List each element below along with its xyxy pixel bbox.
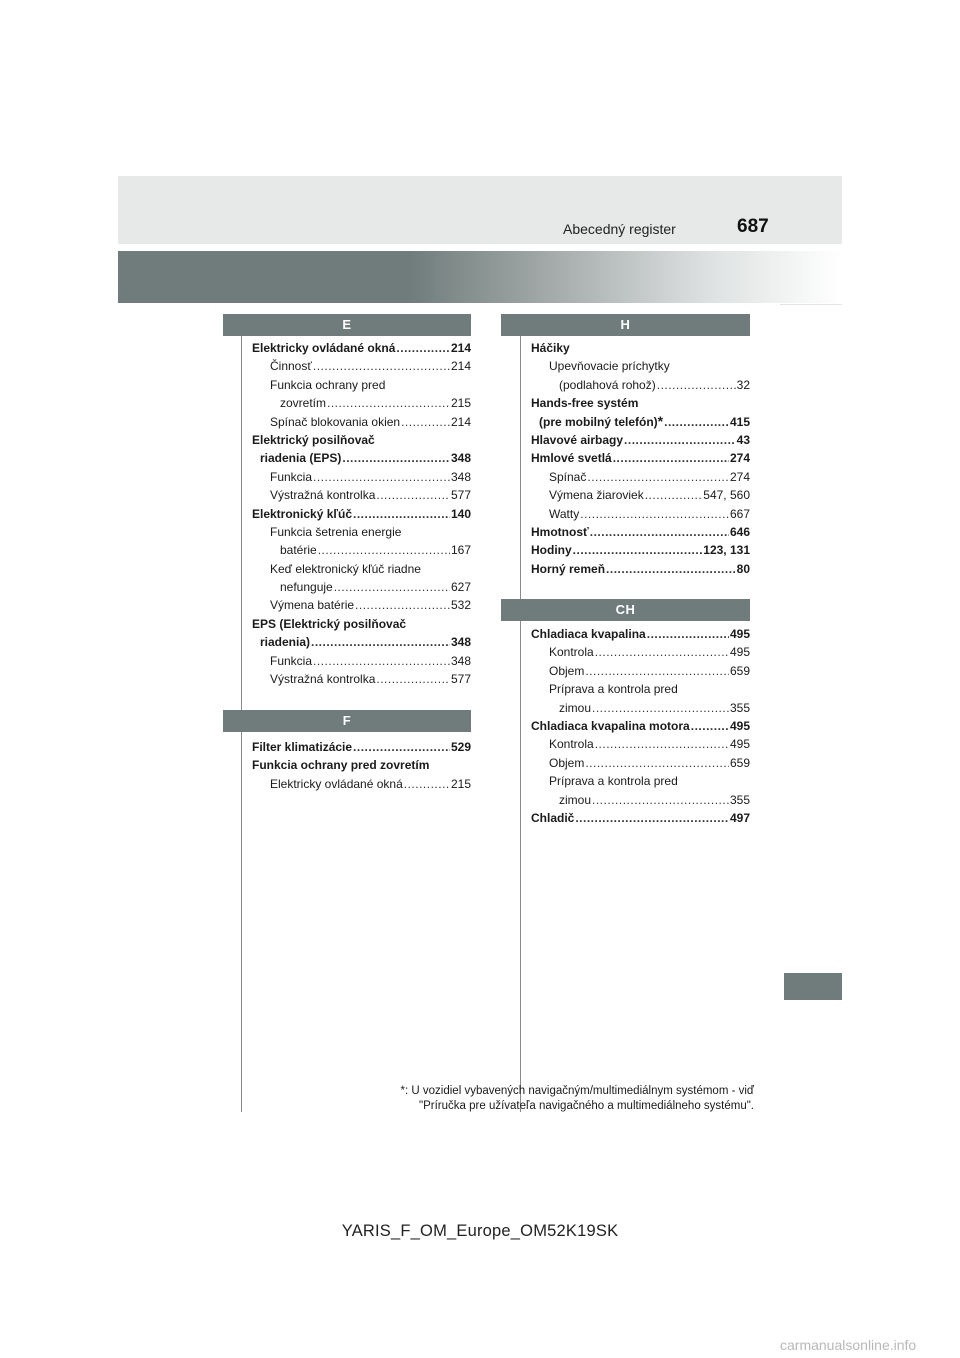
dot-leader (318, 541, 450, 559)
entry-page: 274 (729, 451, 750, 466)
entry-page: 43 (736, 432, 750, 447)
category-header-ch: CH (501, 599, 750, 621)
index-entry (531, 505, 750, 523)
entry-label: Elektricky ovládané okná (270, 776, 403, 791)
dot-leader (595, 643, 729, 661)
index-entry (252, 413, 471, 431)
dot-leader (376, 670, 450, 688)
index-entry (252, 486, 471, 504)
entry-label: Chladiaca kvapalina (531, 627, 646, 641)
index-entry (252, 339, 471, 357)
dot-leader (592, 791, 729, 809)
watermark: carmanualsonline.info (780, 1337, 917, 1353)
dot-leader (313, 357, 450, 375)
index-entry (252, 431, 471, 449)
index-entry (252, 376, 471, 394)
dot-leader (592, 699, 729, 717)
index-entry (252, 357, 471, 375)
entry-page: 529 (450, 740, 471, 754)
dot-leader (334, 578, 450, 596)
dot-leader (595, 735, 729, 753)
category-header-e: E (223, 314, 471, 336)
dot-leader (613, 449, 729, 467)
entry-page: 215 (450, 396, 471, 411)
index-entry (531, 394, 750, 412)
entry-page: 348 (450, 451, 471, 466)
index-entry (252, 652, 471, 670)
entry-label: Watty (549, 506, 580, 521)
dot-leader (691, 717, 729, 735)
category-header-h: H (501, 314, 750, 336)
page-number: 687 (737, 216, 769, 237)
entry-label: Hodiny (531, 543, 572, 558)
entry-page: 495 (729, 718, 750, 733)
index-entry (531, 754, 750, 772)
entry-label: Výstražná kontrolka (270, 672, 376, 687)
entry-page: 547, 560 (703, 488, 750, 503)
entry-page: 348 (450, 469, 471, 484)
index-entry (252, 615, 471, 633)
index-entry (252, 523, 471, 541)
header-gradient-band (118, 251, 842, 303)
dot-leader (376, 486, 450, 504)
index-entry (531, 357, 750, 375)
entry-label: Háčiky (531, 341, 570, 355)
index-entry (531, 413, 750, 431)
footnote (300, 1084, 754, 1114)
entry-page: 32 (736, 377, 750, 392)
index-entry (531, 643, 750, 661)
entry-label: Elektricky ovládané okná (252, 341, 396, 355)
index-entry (531, 431, 750, 449)
entry-label: nefunguje (280, 580, 333, 595)
dot-leader (313, 468, 450, 486)
footnote-line-2: "Príručka pre užívateľa navigačného a multimediálneho systému". (419, 1100, 754, 1112)
entry-label: riadenia (EPS) (260, 451, 342, 466)
entry-page: 214 (450, 341, 471, 355)
entry-page: 667 (729, 506, 750, 521)
dot-leader (396, 339, 450, 357)
dot-leader (404, 775, 450, 793)
entry-page: 646 (729, 524, 750, 539)
entry-label: Funkcia ochrany pred (270, 377, 386, 392)
entry-label: Objem (549, 755, 585, 770)
entry-label: zovretím (280, 396, 327, 411)
dot-leader (342, 449, 450, 467)
index-entry (252, 449, 471, 467)
entry-label: Spínač (549, 469, 587, 484)
entry-page: 215 (450, 776, 471, 791)
entry-label: Príprava a kontrola pred (549, 774, 678, 789)
entry-page: 627 (450, 580, 471, 595)
entry-label: Elektronický kľúč (252, 506, 353, 521)
index-entry (531, 339, 750, 357)
entry-label: Výstražná kontrolka (270, 488, 376, 503)
index-entry (531, 699, 750, 717)
index-list-e (252, 339, 471, 688)
entry-label: Hlavové airbagy (531, 432, 624, 447)
category-header-f: F (223, 710, 471, 732)
entry-label: Výmena žiaroviek (549, 488, 644, 503)
index-entry (252, 394, 471, 412)
index-entry (252, 756, 471, 774)
index-entry (531, 735, 750, 753)
entry-page: 495 (729, 645, 750, 660)
entry-label: (podlahová rohož) (559, 377, 656, 392)
index-entry (531, 560, 750, 578)
entry-page: 80 (736, 561, 750, 576)
index-entry (531, 486, 750, 504)
dot-leader (575, 809, 729, 827)
entry-label: Objem (549, 663, 585, 678)
index-entry (531, 662, 750, 680)
entry-label: Horný remeň (531, 561, 606, 576)
entry-page: 659 (729, 755, 750, 770)
index-entry (252, 670, 471, 688)
entry-label: Funkcia (270, 653, 313, 668)
entry-label: Výmena batérie (270, 598, 355, 613)
footnote-line-1: *: U vozidiel vybavených navigačným/multimediálnym systémom - viď (400, 1085, 754, 1097)
footnote-marker: * (657, 412, 664, 429)
entry-label: Keď elektronický kľúč riadne (270, 561, 421, 576)
dot-leader (645, 486, 703, 504)
entry-label: Hmlové svetlá (531, 451, 612, 466)
entry-label: Funkcia (270, 469, 313, 484)
entry-page: 348 (450, 653, 471, 668)
dot-leader (606, 560, 736, 578)
dot-leader (657, 376, 736, 394)
dot-leader (355, 596, 450, 614)
entry-page: 577 (450, 488, 471, 503)
dot-leader (401, 413, 450, 431)
index-entry (252, 738, 471, 756)
dot-leader (311, 633, 450, 651)
chapter-tab (784, 973, 842, 1000)
index-entry (531, 772, 750, 790)
entry-page: 532 (450, 598, 471, 613)
entry-label: Činnosť (270, 359, 312, 374)
index-entry (252, 560, 471, 578)
index-entry (531, 449, 750, 467)
index-entry (531, 791, 750, 809)
entry-label: Filter klimatizácie (252, 740, 353, 754)
index-entry (531, 809, 750, 827)
entry-page: 659 (729, 663, 750, 678)
index-entry (252, 578, 471, 596)
dot-leader (664, 413, 729, 431)
header-rule (780, 304, 842, 305)
entry-label: batérie (280, 543, 317, 558)
entry-label: Upevňovacie príchytky (549, 359, 670, 374)
index-list-f (252, 738, 471, 793)
index-entry (531, 376, 750, 394)
entry-page: 167 (450, 543, 471, 558)
index-entry (531, 717, 750, 735)
entry-page: 214 (450, 414, 471, 429)
entry-label: Funkcia šetrenia energie (270, 524, 402, 539)
entry-label: Kontrola (549, 737, 594, 752)
index-entry (531, 625, 750, 643)
dot-leader (585, 662, 729, 680)
index-entry (531, 541, 750, 559)
entry-label: Hands-free systém (531, 396, 639, 411)
center-column-divider (520, 336, 521, 1112)
entry-label: Elektrický posilňovač (252, 432, 375, 447)
dot-leader (353, 505, 450, 523)
entry-label: Spínač blokovania okien (270, 414, 401, 429)
dot-leader (647, 625, 729, 643)
dot-leader (313, 652, 450, 670)
entry-page: 123, 131 (703, 543, 750, 558)
entry-page: 495 (729, 737, 750, 752)
index-entry (531, 680, 750, 698)
entry-page: 355 (729, 700, 750, 715)
entry-label: riadenia) (260, 635, 311, 650)
dot-leader (585, 754, 729, 772)
entry-label: zimou (559, 792, 592, 807)
entry-page: 495 (729, 627, 750, 641)
entry-page: 577 (450, 672, 471, 687)
entry-page: 355 (729, 792, 750, 807)
index-list-ch (531, 625, 750, 827)
entry-label: Chladiaca kvapalina motora (531, 718, 690, 733)
entry-page: 140 (450, 506, 471, 521)
entry-label: Chladič (531, 810, 575, 825)
dot-leader (580, 505, 729, 523)
section-title: Abecedný register (563, 221, 676, 237)
index-entry (252, 775, 471, 793)
index-entry (252, 505, 471, 523)
dot-leader (353, 738, 450, 756)
entry-label: EPS (Elektrický posilňovač (252, 616, 407, 631)
index-entry (252, 468, 471, 486)
index-entry (252, 596, 471, 614)
header-band (118, 176, 842, 244)
entry-page: 497 (729, 810, 750, 825)
entry-page: 348 (450, 635, 471, 650)
dot-leader (587, 468, 729, 486)
dot-leader (590, 523, 729, 541)
dot-leader (327, 394, 450, 412)
entry-page: 214 (450, 359, 471, 374)
entry-page: 415 (729, 414, 750, 429)
entry-label: Kontrola (549, 645, 594, 660)
index-entry (531, 523, 750, 541)
entry-label: Hmotnosť (531, 524, 589, 539)
entry-page: 274 (729, 469, 750, 484)
entry-label: Príprava a kontrola pred (549, 682, 678, 697)
dot-leader (624, 431, 736, 449)
entry-label: Funkcia ochrany pred zovretím (252, 758, 430, 773)
entry-label: (pre mobilný telefón) (539, 414, 658, 429)
dot-leader (573, 541, 703, 559)
index-list-h (531, 339, 750, 578)
index-entry (252, 633, 471, 651)
entry-label: zimou (559, 700, 592, 715)
index-entry (252, 541, 471, 559)
document-code: YARIS_F_OM_Europe_OM52K19SK (341, 1222, 619, 1240)
index-entry (531, 468, 750, 486)
